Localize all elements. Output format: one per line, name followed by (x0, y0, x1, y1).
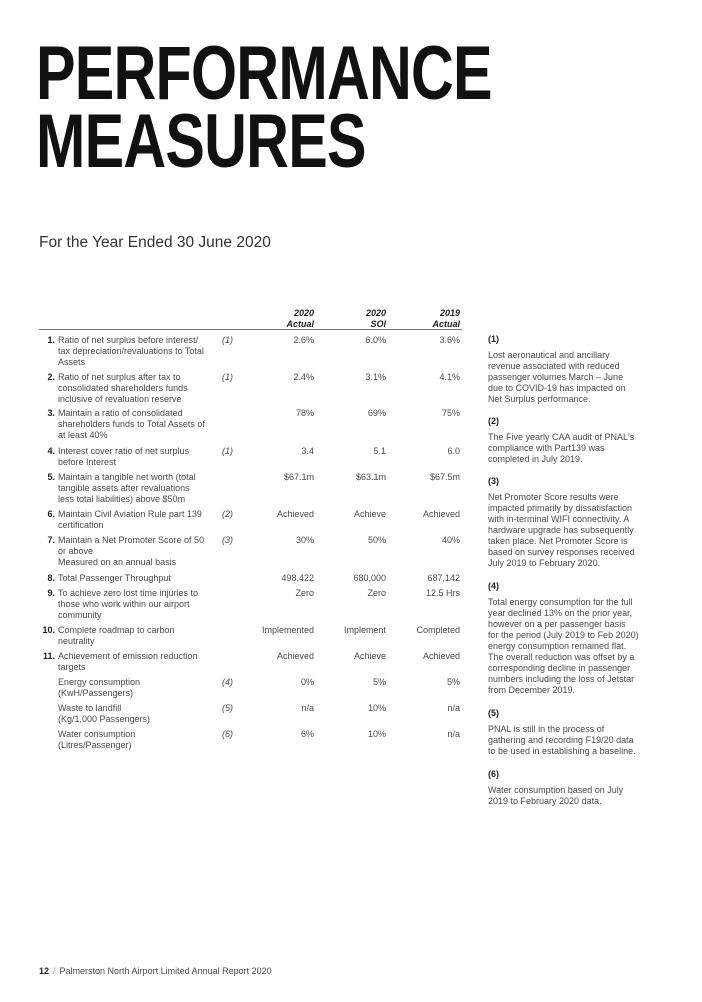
row-description (58, 625, 218, 647)
page-subtitle: For the Year Ended 30 June 2020 (39, 234, 271, 251)
value-2019-actual: Completed (416, 625, 460, 635)
description-line: Measured on an annual basis (58, 557, 177, 567)
note-line: corresponding decline in passenger (488, 663, 631, 673)
description-line: Waste to landfill (58, 703, 122, 713)
value-2020-actual: 30% (295, 535, 314, 545)
note-line: due to COVID-19 has impacted on (488, 383, 626, 393)
value-2019-actual: n/a (447, 703, 460, 713)
row-description (58, 729, 218, 751)
description-line: at least 40% (58, 430, 108, 440)
value-2019-actual: Achieved (422, 509, 460, 519)
note-line: with in-terminal WIFI connectivity. A (488, 514, 630, 524)
row-number: 7. (47, 535, 55, 545)
value-2019-actual: 12.5 Hrs (425, 588, 460, 598)
value-2020-actual: 6% (300, 729, 314, 739)
value-2020-actual: Achieved (276, 509, 314, 519)
description-line: community (58, 610, 102, 620)
value-2020-actual: 2.6% (293, 335, 314, 345)
description-line: less total liabilities) above $50m (58, 494, 186, 504)
value-2020-actual: 78% (295, 408, 314, 418)
description-line: those who work within our airport (58, 599, 190, 609)
description-line: neutrality (58, 636, 95, 646)
value-2019-actual: 3.6% (439, 335, 460, 345)
note-line: passenger volumes March – June (488, 372, 624, 382)
note-line: year declined 13% on the prior year, (488, 608, 633, 618)
description-line: tax depreciation/revaluations to Total (58, 346, 204, 356)
description-line: Assets (58, 357, 86, 367)
value-2020-actual: 0% (300, 677, 314, 687)
note-line: energy consumption remained flat. (488, 641, 627, 651)
value-2020-soi: Achieve (353, 651, 386, 661)
note-line: Water consumption based on July (488, 785, 624, 795)
note-heading: (3) (488, 476, 499, 486)
note-line: revenue associated with reduced (488, 361, 620, 371)
description-line: Ratio of net surplus after tax to (58, 372, 181, 382)
row-number: 4. (47, 446, 55, 456)
row-number: 10. (42, 625, 55, 635)
description-line: targets (58, 662, 86, 672)
row-description (58, 588, 218, 621)
description-line: tangible assets after revaluations (58, 483, 190, 493)
description-line: (KwH/Passengers) (58, 688, 134, 698)
value-2019-actual: Achieved (422, 651, 460, 661)
row-number: 9. (47, 588, 55, 598)
description-line: Energy consumption (58, 677, 141, 687)
note-heading: (5) (488, 708, 499, 718)
description-line: before Interest (58, 457, 117, 467)
note-line: impacted primarily by dissatisfaction (488, 503, 633, 513)
description-line: Maintain a Net Promoter Score of 50 (58, 535, 205, 545)
note-line: completed in July 2019. (488, 454, 583, 464)
note-line: for the period (July 2019 to Feb 2020) (488, 630, 639, 640)
row-number: 3. (47, 408, 55, 418)
note-text (488, 724, 648, 757)
value-2020-soi: 5% (372, 677, 386, 687)
description-line: Ratio of net surplus before interest/ (58, 335, 199, 345)
note-text (488, 350, 648, 405)
value-2020-soi: 680,000 (353, 573, 386, 583)
value-2020-actual: Zero (295, 588, 314, 598)
note-line: Net Surplus performance. (488, 394, 591, 404)
row-number: 8. (47, 573, 55, 583)
note-line: numbers including the loss of Jetstar (488, 674, 635, 684)
page-title (36, 31, 492, 184)
note-line: The Five yearly CAA audit of PNAL's (488, 432, 635, 442)
note-line: compliance with Part139 was (488, 443, 605, 453)
value-2020-soi: Zero (367, 588, 386, 598)
row-note-ref: (1) (222, 446, 233, 456)
header-2020-actual: 2020 Actual (286, 308, 314, 329)
header-2020-soi: 2020 SOI (365, 308, 386, 329)
note-line: however on a per passenger basis (488, 619, 626, 629)
description-line: To achieve zero lost time injuries to (58, 588, 199, 598)
row-note-ref: (1) (222, 372, 233, 382)
description-line: (Kg/1,000 Passengers) (58, 714, 151, 724)
description-line: consolidated shareholders funds (58, 383, 188, 393)
note-line: from December 2019. (488, 685, 576, 695)
note-line: gathering and recording F19/20 data (488, 735, 634, 745)
note-line: July 2019 to February 2020. (488, 558, 601, 568)
description-line: certification (58, 520, 104, 530)
note-line: Total energy consumption for the full (488, 597, 633, 607)
description-line: Interest cover ratio of net surplus (58, 446, 190, 456)
row-description (58, 535, 218, 568)
row-number: 2. (47, 372, 55, 382)
description-line: or above (58, 546, 94, 556)
row-number: 5. (47, 472, 55, 482)
page-number: 12 (39, 966, 50, 976)
value-2019-actual: 4.1% (439, 372, 460, 382)
performance-table (39, 308, 462, 750)
header-2019-actual: 2019 Actual (432, 308, 460, 329)
description-line: shareholders funds to Total Assets of (58, 419, 205, 429)
description-line: Maintain a ratio of consolidated (58, 408, 183, 418)
note-line: The overall reduction was offset by a (488, 652, 635, 662)
row-description (58, 573, 218, 584)
row-note-ref: (2) (222, 509, 233, 519)
footer-separator: / (53, 966, 56, 976)
row-description (58, 472, 218, 505)
row-number: 1. (47, 335, 55, 345)
row-description (58, 703, 218, 725)
value-2020-soi: 69% (367, 408, 386, 418)
value-2019-actual: $67.5m (429, 472, 460, 482)
row-note-ref: (6) (222, 729, 233, 739)
value-2020-soi: 50% (367, 535, 386, 545)
row-description (58, 408, 218, 441)
value-2020-soi: 6.0% (365, 335, 386, 345)
row-number: 11. (42, 651, 55, 661)
footer-text: Palmerston North Airport Limited Annual Report 2020 (59, 966, 272, 976)
note-text (488, 597, 648, 696)
note-line: 2019 to February 2020 data. (488, 796, 602, 806)
value-2019-actual: 75% (441, 408, 460, 418)
note-heading: (2) (488, 416, 499, 426)
value-2020-soi: $63.1m (355, 472, 386, 482)
value-2020-soi: 5.1 (373, 446, 386, 456)
value-2020-soi: Achieve (353, 509, 386, 519)
note-text (488, 492, 648, 569)
note-line: based on survey responses received (488, 547, 635, 557)
title-line-1: PERFORMANCE (36, 31, 492, 116)
description-line: Water consumption (58, 729, 136, 739)
value-2020-actual: Achieved (276, 651, 314, 661)
description-line: (Litres/Passenger) (58, 740, 132, 750)
note-heading: (4) (488, 581, 499, 591)
value-2020-actual: 2.4% (293, 372, 314, 382)
title-line-2: MEASURES (36, 99, 366, 184)
value-2020-actual: Implemented (261, 625, 314, 635)
value-2020-soi: 10% (367, 703, 386, 713)
value-2019-actual: 687,142 (427, 573, 460, 583)
value-2020-soi: Implement (343, 625, 386, 635)
row-description (58, 677, 218, 699)
value-2019-actual: n/a (447, 729, 460, 739)
row-note-ref: (3) (222, 535, 233, 545)
note-line: hardware upgrade has subsequently (488, 525, 634, 535)
page-footer (39, 966, 272, 976)
value-2020-actual: n/a (301, 703, 314, 713)
note-line: taken place. Net Promoter Score is (488, 536, 628, 546)
row-note-ref: (5) (222, 703, 233, 713)
value-2019-actual: 5% (446, 677, 460, 687)
value-2020-soi: 3.1% (365, 372, 386, 382)
note-line: Lost aeronautical and ancillary (488, 350, 610, 360)
row-description (58, 446, 218, 468)
note-text (488, 785, 648, 807)
row-number: 6. (47, 509, 55, 519)
row-description (58, 509, 218, 531)
value-2020-actual: 3.4 (301, 446, 314, 456)
value-2020-actual: $67.1m (283, 472, 314, 482)
row-description (58, 651, 218, 673)
description-line: Achievement of emission reduction (58, 651, 198, 661)
row-description (58, 372, 218, 405)
row-description (58, 335, 218, 368)
value-2020-actual: 498,422 (281, 573, 314, 583)
note-heading: (1) (488, 334, 499, 344)
note-line: Net Promoter Score results were (488, 492, 619, 502)
note-text (488, 432, 648, 465)
note-heading: (6) (488, 769, 499, 779)
description-line: Total Passenger Throughput (58, 573, 171, 583)
description-line: Complete roadmap to carbon (58, 625, 175, 635)
table-header (39, 308, 462, 330)
description-line: Maintain Civil Aviation Rule part 139 (58, 509, 202, 519)
description-line: inclusive of revaluation reserve (58, 394, 182, 404)
value-2019-actual: 40% (441, 535, 460, 545)
row-note-ref: (1) (222, 335, 233, 345)
note-line: to be used in establishing a baseline. (488, 746, 636, 756)
description-line: Maintain a tangible net worth (total (58, 472, 196, 482)
value-2020-soi: 10% (367, 729, 386, 739)
value-2019-actual: 6.0 (447, 446, 460, 456)
note-line: PNAL is still in the process of (488, 724, 605, 734)
row-note-ref: (4) (222, 677, 233, 687)
